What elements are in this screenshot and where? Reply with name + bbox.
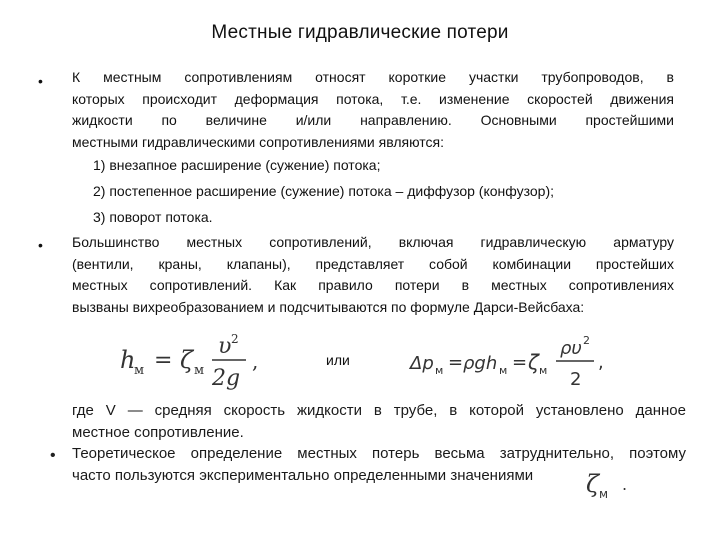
or-label: или <box>326 352 350 368</box>
sentence-end: . <box>622 475 628 494</box>
text-line: жидкости по величине и/или направлению. Основными простейшими <box>72 112 674 128</box>
text-line: местных сопротивлений. Как правило потери в местных сопротивлениях <box>72 277 674 293</box>
formula-tail: , <box>598 352 604 373</box>
formula-coef: ζ <box>528 350 539 374</box>
formula-pressure-loss <box>408 330 618 392</box>
formula-head-loss <box>118 332 278 392</box>
formula-mid-sub: м <box>499 364 508 377</box>
formula-eq: = <box>512 352 528 373</box>
formula-den: 2g <box>212 366 241 391</box>
zeta-sub: м <box>599 487 609 501</box>
text-line: вызваны вихреобразованием и подсчитываются по формуле Дарси-Вейсбаха: <box>72 298 585 315</box>
formula-coef-sub: м <box>539 364 548 377</box>
list-item: 3) поворот потока. <box>93 209 213 225</box>
formula-num: υ <box>218 334 232 359</box>
list-item: 2) постепенное расширение (сужение) потока – диффузор (конфузор); <box>93 183 555 199</box>
page-title: Местные гидравлические потери <box>211 22 509 43</box>
zeta-symbol <box>584 470 644 502</box>
text-line: К местным сопротивлениям относят короткие участки трубопроводов, в <box>72 69 674 85</box>
formula-tail: , <box>252 349 259 373</box>
paragraph-local-resistances <box>72 67 674 153</box>
text-line: где V — средняя скорость жидкости в трубе, в которой установлено данное <box>72 402 686 419</box>
text-line: которых происходит деформация потока, т.е. изменение скоростей движения <box>72 90 674 107</box>
formula-lhs-sub: м <box>435 364 444 377</box>
formula-coef: ζ <box>180 346 194 374</box>
bullet-marker: • <box>50 447 56 464</box>
formula-num: ρυ <box>560 338 582 359</box>
text-line: местное сопротивление. <box>72 424 244 441</box>
bullet-marker: • <box>38 237 43 253</box>
formula-mid: ρgh <box>463 353 498 374</box>
paragraph-darcy-weisbach <box>72 232 674 318</box>
formula-coef-sub: м <box>194 363 205 378</box>
formula-den: 2 <box>570 369 582 390</box>
formula-num-sup: 2 <box>583 334 590 347</box>
formula-eq: = <box>448 352 464 373</box>
formula-eq: = <box>154 348 173 373</box>
bullet-marker: • <box>38 73 43 89</box>
list-item: 1) внезапное расширение (сужение) потока; <box>93 157 381 173</box>
formula-lhs: h <box>120 346 136 374</box>
formula-lhs: Δp <box>410 353 434 374</box>
text-line: Теоретическое определение местных потерь весьма затруднительно, поэтому <box>72 445 686 462</box>
formula-lhs-sub: м <box>134 363 145 378</box>
text-line: часто пользуются экспериментально определенными значениями <box>72 467 534 484</box>
text-line: местными гидравлическими сопротивлениями являются: <box>72 133 445 150</box>
paragraph-velocity-definition <box>72 400 686 444</box>
formula-num-sup: 2 <box>231 332 239 346</box>
zeta-glyph: ζ <box>586 470 600 498</box>
text-line: (вентили, краны, клапаны), представляет собой комбинации простейших <box>72 255 674 272</box>
text-line: Большинство местных сопротивлений, включая гидравлическую арматуру <box>72 234 674 250</box>
